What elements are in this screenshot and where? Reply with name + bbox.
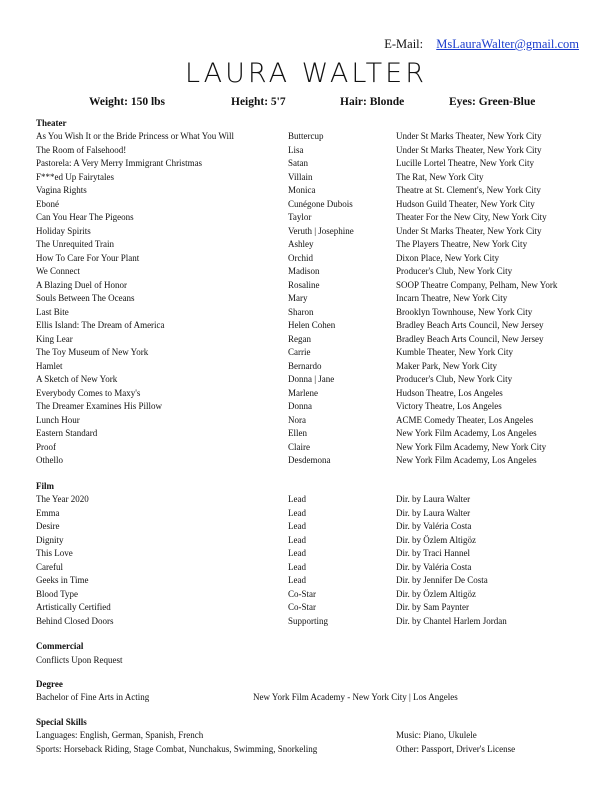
credit-venue: The Players Theatre, New York City — [396, 239, 528, 249]
credit-row — [36, 374, 596, 388]
degree-line — [36, 692, 596, 705]
credit-role: Sharon — [288, 306, 314, 317]
email-link[interactable]: MsLauraWalter@gmail.com — [436, 37, 579, 51]
credit-title: F***ed Up Fairytales — [36, 171, 114, 182]
film-heading: Film — [36, 481, 54, 491]
credit-role: Regan — [288, 333, 311, 344]
credit-title: Behind Closed Doors — [36, 615, 114, 626]
credit-role: Lead — [288, 561, 306, 572]
credit-row — [36, 253, 596, 267]
credit-venue: Incarn Theatre, New York City — [396, 293, 508, 303]
credit-title: How To Care For Your Plant — [36, 252, 140, 263]
credit-title: Ellis Island: The Dream of America — [36, 320, 165, 330]
credit-role: Helen Cohen — [288, 320, 336, 330]
credit-row — [36, 266, 596, 280]
credit-role: Lead — [288, 534, 306, 545]
credit-venue: Bradley Beach Arts Council, New Jersey — [396, 333, 544, 344]
credit-title: Emma — [36, 507, 60, 518]
credit-title: Eastern Standard — [36, 428, 98, 438]
credit-title: Desire — [36, 521, 60, 531]
credit-title: Vagina Rights — [36, 185, 87, 195]
eyes-stat: Eyes: Green-Blue — [449, 96, 536, 108]
credit-role: Cunégone Dubois — [288, 198, 353, 209]
credit-title: Last Bite — [36, 306, 69, 317]
credit-venue: Dir. by Laura Walter — [396, 494, 471, 504]
credit-row — [36, 185, 596, 199]
credit-title: The Room of Falsehood! — [36, 144, 127, 155]
credit-title: Blood Type — [36, 588, 78, 599]
credit-venue: Under St Marks Theater, New York City — [396, 131, 542, 141]
credit-venue: New York Film Academy, Los Angeles — [396, 428, 537, 438]
credit-role: Lisa — [288, 144, 304, 155]
credit-venue: Maker Park, New York City — [396, 360, 497, 371]
credit-row — [36, 280, 596, 294]
skills-music: Music: Piano, Ukulele — [396, 730, 477, 740]
page-title: LAURA WALTER — [185, 58, 427, 89]
credit-venue: Hudson Guild Theater, New York City — [396, 198, 535, 209]
credit-venue: Brooklyn Townhouse, New York City — [396, 306, 533, 317]
credit-title: The Dreamer Examines His Pillow — [36, 401, 162, 411]
credit-venue: Dir. by Traci Hannel — [396, 548, 470, 558]
credit-row — [36, 508, 596, 522]
credit-title: Othello — [36, 455, 63, 465]
credit-venue: Dir. by Valéria Costa — [396, 561, 472, 572]
credit-title: Eboné — [36, 198, 59, 209]
credit-title: Souls Between The Oceans — [36, 293, 135, 303]
credit-title: Geeks in Time — [36, 575, 89, 585]
credit-row — [36, 172, 596, 186]
credit-venue: New York Film Academy, New York City — [396, 441, 547, 452]
commercial-heading: Commercial — [36, 641, 84, 651]
credit-row — [36, 239, 596, 253]
credit-row — [36, 388, 596, 402]
credit-row — [36, 494, 596, 508]
credit-row — [36, 131, 596, 145]
credit-venue: Dir. by Jennifer De Costa — [396, 575, 488, 585]
credit-title: Pastorela: A Very Merry Immigrant Christmas — [36, 158, 203, 168]
credit-role: Lead — [288, 521, 306, 531]
credit-title: King Lear — [36, 333, 73, 344]
credit-venue: Theatre at St. Clement's, New York City — [396, 185, 541, 195]
credit-row — [36, 158, 596, 172]
credit-venue: Kumble Theater, New York City — [396, 347, 513, 357]
credit-role: Veruth | Josephine — [288, 225, 354, 236]
skills-line-1 — [36, 730, 596, 743]
commercial-text: Conflicts Upon Request — [36, 655, 123, 665]
credit-row — [36, 199, 596, 213]
stats-row — [0, 96, 612, 110]
credit-role: Carrie — [288, 347, 311, 357]
credit-venue: Producer's Club, New York City — [396, 374, 513, 384]
film-list — [36, 494, 596, 629]
email-label: E-Mail: — [384, 37, 424, 51]
credit-title: Lunch Hour — [36, 414, 80, 425]
height-stat: Height: 5'7 — [231, 96, 286, 108]
credit-venue: Lucille Lortel Theatre, New York City — [396, 158, 535, 168]
credit-title: Hamlet — [36, 360, 63, 371]
credit-row — [36, 575, 596, 589]
skills-line-2 — [36, 744, 596, 757]
credit-venue: Dir. by Özlem Altigöz — [396, 588, 476, 599]
credit-role: Marlene — [288, 387, 318, 398]
credit-role: Madison — [288, 266, 320, 276]
credit-title: Dignity — [36, 534, 64, 545]
credit-row — [36, 212, 596, 226]
credit-row — [36, 455, 596, 469]
theater-heading: Theater — [36, 118, 67, 128]
credit-row — [36, 415, 596, 429]
credit-title: Careful — [36, 561, 63, 572]
credit-role: Ellen — [288, 428, 307, 438]
credit-venue: Bradley Beach Arts Council, New Jersey — [396, 320, 544, 330]
credit-row — [36, 334, 596, 348]
credit-role: Lead — [288, 507, 306, 518]
skills-sports: Sports: Horseback Riding, Stage Combat, Nunchakus, Swimming, Snorkeling — [36, 744, 318, 754]
credit-row — [36, 347, 596, 361]
credit-role: Supporting — [288, 615, 329, 626]
credit-title: A Sketch of New York — [36, 374, 118, 384]
credit-venue: Theater For the New City, New York City — [396, 212, 547, 222]
credit-row — [36, 145, 596, 159]
credit-row — [36, 320, 596, 334]
credit-role: Lead — [288, 575, 306, 585]
credit-row — [36, 442, 596, 456]
credit-role: Desdemona — [288, 455, 331, 465]
credit-row — [36, 535, 596, 549]
credit-title: Artistically Certified — [36, 602, 111, 612]
theater-list — [36, 131, 596, 469]
credit-role: Donna | Jane — [288, 374, 335, 384]
credit-role: Ashley — [288, 239, 314, 249]
credit-venue: Dixon Place, New York City — [396, 252, 499, 263]
credit-role: Villain — [288, 171, 313, 182]
credit-row — [36, 361, 596, 375]
credit-row — [36, 226, 596, 240]
degree-name: Bachelor of Fine Arts in Acting — [36, 692, 150, 702]
credit-title: As You Wish It or the Bride Princess or What You Will — [36, 131, 235, 141]
skills-other: Other: Passport, Driver's License — [396, 744, 516, 754]
credit-title: A Blazing Duel of Honor — [36, 279, 127, 290]
credit-venue: SOOP Theatre Company, Pelham, New York — [396, 279, 558, 290]
credit-venue: Hudson Theatre, Los Angeles — [396, 387, 503, 398]
credit-row — [36, 521, 596, 535]
credit-venue: Dir. by Chantel Harlem Jordan — [396, 615, 507, 626]
weight-stat: Weight: 150 lbs — [89, 96, 166, 108]
credit-title: The Toy Museum of New York — [36, 347, 149, 357]
credit-row — [36, 293, 596, 307]
credit-title: The Unrequited Train — [36, 239, 114, 249]
credit-venue: Dir. by Sam Paynter — [396, 602, 469, 612]
credit-row — [36, 602, 596, 616]
credit-venue: Victory Theatre, Los Angeles — [396, 401, 502, 411]
skills-heading: Special Skills — [36, 717, 87, 727]
credit-title: This Love — [36, 548, 73, 558]
credit-role: Mary — [288, 293, 308, 303]
credit-role: Lead — [288, 548, 306, 558]
credit-title: Everybody Comes to Maxy's — [36, 387, 141, 398]
degree-heading: Degree — [36, 679, 63, 689]
credit-venue: ACME Comedy Theater, Los Angeles — [396, 414, 534, 425]
credit-venue: Under St Marks Theater, New York City — [396, 144, 542, 155]
credit-role: Buttercup — [288, 131, 324, 141]
credit-venue: Dir. by Valéria Costa — [396, 521, 472, 531]
credit-venue: Producer's Club, New York City — [396, 266, 513, 276]
credit-title: We Connect — [36, 266, 81, 276]
credit-role: Satan — [288, 158, 308, 168]
credit-venue: Dir. by Laura Walter — [396, 507, 471, 518]
credit-venue: The Rat, New York City — [396, 171, 484, 182]
credit-row — [36, 616, 596, 630]
credit-row — [36, 548, 596, 562]
credit-role: Lead — [288, 494, 306, 504]
credit-row — [36, 428, 596, 442]
credit-title: Can You Hear The Pigeons — [36, 212, 134, 222]
hair-stat: Hair: Blonde — [340, 96, 405, 108]
skills-languages: Languages: English, German, Spanish, French — [36, 730, 204, 740]
credit-role: Co-Star — [288, 588, 316, 599]
credit-role: Bernardo — [288, 360, 322, 371]
credit-venue: New York Film Academy, Los Angeles — [396, 455, 537, 465]
credit-venue: Dir. by Özlem Altigöz — [396, 534, 476, 545]
credit-role: Nora — [288, 414, 306, 425]
credit-title: The Year 2020 — [36, 494, 89, 504]
credit-role: Monica — [288, 185, 316, 195]
credit-title: Holiday Spirits — [36, 225, 91, 236]
credit-row — [36, 401, 596, 415]
credit-venue: Under St Marks Theater, New York City — [396, 225, 542, 236]
credit-role: Rosaline — [288, 279, 320, 290]
credit-row — [36, 562, 596, 576]
credit-role: Donna — [288, 401, 312, 411]
credit-role: Claire — [288, 441, 310, 452]
degree-school: New York Film Academy - New York City | Los Angeles — [253, 692, 458, 702]
email-line — [384, 37, 579, 52]
credit-role: Orchid — [288, 252, 313, 263]
credit-title: Proof — [36, 441, 56, 452]
credit-row — [36, 307, 596, 321]
credit-role: Co-Star — [288, 602, 316, 612]
credit-row — [36, 589, 596, 603]
credit-role: Taylor — [288, 212, 312, 222]
